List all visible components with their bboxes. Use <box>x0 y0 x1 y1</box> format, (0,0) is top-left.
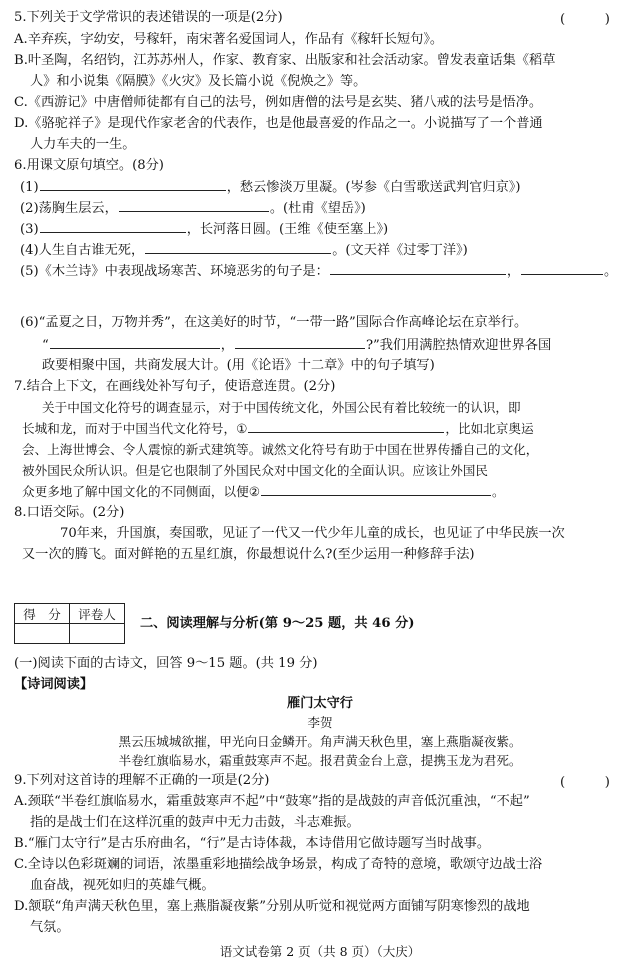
q6-blank-4[interactable] <box>145 240 331 254</box>
section-2-title: 二、阅读理解与分析(第 9～25 题，共 46 分) <box>140 616 415 631</box>
q9-option-d-cont: 气氛。 <box>30 920 70 935</box>
q9-option-a: A.颈联“半卷红旗临易水，霜重鼓寒声不起”中“鼓寒”指的是战鼓的声音低沉重浊，“不起” <box>14 794 530 809</box>
q6-item-2-post: 。(杜甫《望岳》) <box>269 201 366 216</box>
poem-author: 李贺 <box>307 715 333 730</box>
q7-para-4: 被外国民众所认识。但是它也限制了外国民众对中国文化的全面认识。应该让外国民 <box>22 463 488 478</box>
q5-option-b-cont: 人》和小说集《隔膜》《火灾》及长篇小说《倪焕之》等。 <box>30 74 367 89</box>
q8-para-1: 70年来，升国旗，奏国歌，见证了一代又一代少年儿童的成长，也见证了中华民族一次 <box>60 526 565 541</box>
q9-option-b: B.“雁门太守行”是古乐府曲名，“行”是古诗体裁，本诗借用它做诗题写当时战事。 <box>14 836 491 851</box>
q6-item-2-pre: (2)荡胸生层云， <box>20 201 118 216</box>
q7-para-5 <box>22 482 505 501</box>
q5-stem: 5.下列关于文学常识的表述错误的一项是(2分) <box>14 10 283 25</box>
q6-item-4-pre: (4)人生自古谁无死， <box>20 243 145 258</box>
poem-title: 雁门太守行 <box>287 696 353 711</box>
q6-item-5 <box>20 261 617 281</box>
q6-blank-6a[interactable] <box>50 335 220 349</box>
q5-option-c: C.《西游记》中唐僧师徒都有自己的法号，例如唐僧的法号是玄奘、猪八戒的法号是悟净。 <box>14 95 543 110</box>
q6-item-3-post: ，长河落日圆。(王维《使至塞上》) <box>186 222 389 237</box>
q6-item-2 <box>20 198 366 218</box>
grader-label: 评卷人 <box>70 604 125 624</box>
q6-item-6-open: “ <box>42 338 49 353</box>
q6-item-1 <box>20 177 521 197</box>
q6-item-1-post: ，愁云惨淡万里凝。(岑参《白雪歌送武判官归京》) <box>226 180 521 195</box>
poem-line-2: 半卷红旗临易水，霜重鼓寒声不起。报君黄金台上意，提携玉龙为君死。 <box>118 753 522 768</box>
page-footer: 语文试卷第 2 页（共 8 页）（大庆） <box>219 944 421 959</box>
q6-item-5-pre: (5)《木兰诗》中表现战场寒苦、环境恶劣的句子是： <box>20 264 329 279</box>
q7-para-5-pre: 众更多地了解中国文化的不同侧面，以便② <box>22 484 260 499</box>
poem-reading-tag: 【诗词阅读】 <box>14 677 94 692</box>
q6-item-3 <box>20 219 388 239</box>
q7-para-1: 关于中国文化符号的调查显示，对于中国传统文化，外国公民有着比较统一的认识，即 <box>42 400 521 415</box>
poem-line-1: 黑云压城城欲摧，甲光向日金鳞开。角声满天秋色里，塞上燕脂凝夜紫。 <box>118 734 522 749</box>
q6-blank-2[interactable] <box>119 198 269 212</box>
q9-option-d: D.颔联“角声满天秋色里，塞上燕脂凝夜紫”分别从听觉和视觉两方面铺写阴寒惨烈的战地 <box>14 899 530 914</box>
q7-para-3: 会、上海世博会、令人震惊的新式建筑等。诚然文化符号有助于中国在世界传播自己的文化， <box>22 442 539 457</box>
q8-stem: 8.口语交际。(2分) <box>14 505 125 520</box>
q6-blank-6b[interactable] <box>235 335 365 349</box>
q5-option-d: D.《骆驼祥子》是现代作家老舍的代表作，也是他最喜爱的作品之一。小说描写了一个普通 <box>14 116 543 131</box>
q5-option-a: A.辛弃疾，字幼安，号稼轩，南宋著名爱国词人，作品有《稼轩长短句》。 <box>14 32 444 47</box>
q6-blank-1[interactable] <box>40 177 226 191</box>
q6-item-1-pre: (1) <box>20 180 39 195</box>
score-label: 得 分 <box>15 604 70 624</box>
q9-option-c: C.全诗以色彩斑斓的词语，浓墨重彩地描绘战争场景，构成了奇特的意境，歌颂守边战士浴 <box>14 857 543 872</box>
q7-para-2-post: ，比如北京奥运 <box>445 421 534 436</box>
q6-item-3-pre: (3) <box>20 222 39 237</box>
q6-item-6-mid: ， <box>220 338 234 353</box>
q6-item-6-answer <box>42 335 551 355</box>
q5-answer-paren: ( ) <box>560 12 610 27</box>
q6-item-5-post: 。 <box>604 264 618 279</box>
q7-para-2 <box>22 419 534 438</box>
q7-blank-2[interactable] <box>261 482 491 496</box>
q6-blank-3[interactable] <box>40 219 186 233</box>
q6-blank-5a[interactable] <box>330 261 506 275</box>
q6-item-5-mid: ， <box>506 264 520 279</box>
q6-item-6-source: 政要相聚中国，共商发展大计。(用《论语》十二章》中的句子填写) <box>42 358 435 373</box>
q9-answer-paren: ( ) <box>560 775 610 790</box>
score-box <box>14 603 125 644</box>
q6-blank-5b[interactable] <box>521 261 603 275</box>
q9-option-c-cont: 血奋战，视死如归的英雄气概。 <box>30 878 215 893</box>
q6-stem: 6.用课文原句填空。(8分) <box>14 158 164 173</box>
q8-para-2: 又一次的腾飞。面对鲜艳的五星红旗，你最想说什么?(至少运用一种修辞手法) <box>22 547 475 562</box>
q7-para-5-post: 。 <box>491 484 505 499</box>
q5-option-d-cont: 人力车夫的一生。 <box>30 137 136 152</box>
q7-para-2-pre: 长城和龙，而对于中国当代文化符号，① <box>22 421 248 436</box>
section-2-subtitle: (一)阅读下面的古诗文，回答 9～15 题。(共 19 分) <box>14 656 318 671</box>
q7-stem: 7.结合上下文，在画线处补写句子，使语意连贯。(2分) <box>14 379 336 394</box>
q7-blank-1[interactable] <box>248 419 444 433</box>
q9-stem: 9.下列对这首诗的理解不正确的一项是(2分) <box>14 773 270 788</box>
q9-option-a-cont: 指的是战士们在这样沉重的鼓声中无力击鼓，斗志难振。 <box>30 815 360 830</box>
q6-item-6-close: ?”我们用满腔热情欢迎世界各国 <box>365 338 552 353</box>
q6-item-4 <box>20 240 468 260</box>
q5-option-b: B.叶圣陶，名绍钧，江苏苏州人，作家、教育家、出版家和社会活动家。曾发表童话集《稻草 <box>14 53 556 68</box>
grader-cell[interactable] <box>70 624 125 644</box>
q6-item-4-post: 。(文天祥《过零丁洋》) <box>332 243 468 258</box>
q6-item-6: (6)“孟夏之日，万物并秀”，在这美好的时节，“一带一路”国际合作高峰论坛在京举行。 <box>20 315 528 330</box>
score-cell[interactable] <box>15 624 70 644</box>
